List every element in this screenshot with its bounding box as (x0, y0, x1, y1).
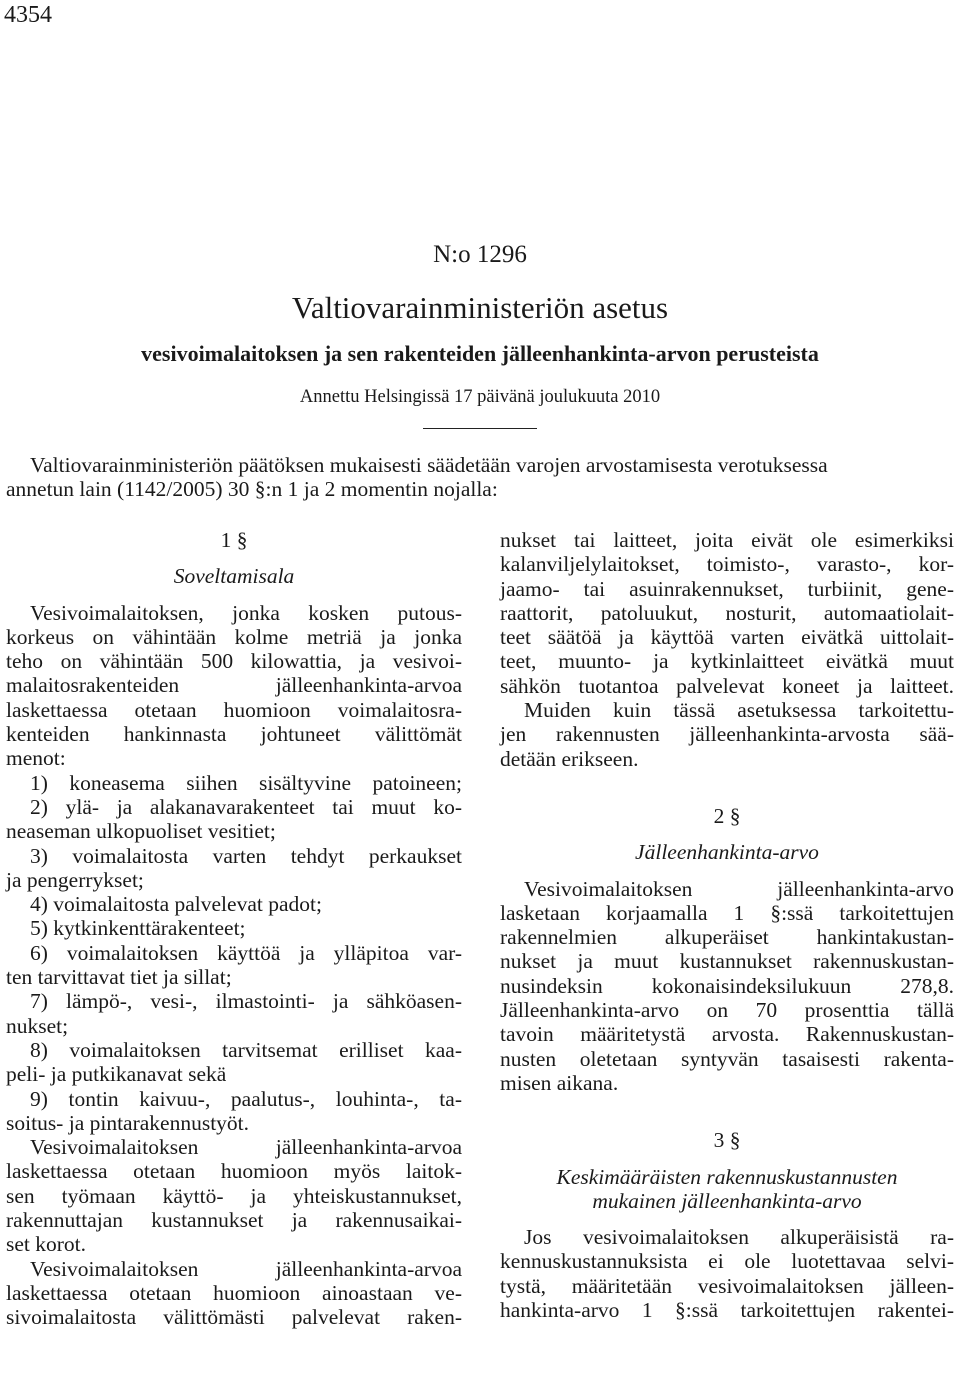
spacer (500, 1095, 954, 1107)
page-subtitle: vesivoimalaitoksen ja sen rakenteiden jälleenhankinta-arvon perusteista (141, 341, 819, 366)
text-line: 5) kytkinkenttärakenteet; (30, 916, 246, 941)
spacer (500, 1119, 954, 1128)
section-title: Keskimääräisten rakennuskustannusten (556, 1164, 898, 1189)
spacer (500, 771, 954, 783)
text-line: misen aikana. (500, 1070, 619, 1095)
text-line: 3) voimalaitosta varten tehdyt perkaukset (30, 843, 462, 868)
text-line: nukset ja muut kustannukset rakennuskustan- (500, 949, 954, 974)
text-line: nukset tai laitteet, joita eivät ole esimerkiksi (500, 528, 954, 552)
text-line: jen rakennusten jälleenhankinta-arvosta sää- (500, 722, 954, 747)
text-line: menot: (6, 746, 66, 771)
text-line: laskettaessa otetaan huomioon ainoastaan ve- (6, 1280, 462, 1305)
spacer (500, 1153, 954, 1165)
section-title: mukainen jälleenhankinta-arvo (592, 1188, 862, 1213)
text-line: 6) voimalaitoksen käyttöä ja ylläpitoa var- (30, 940, 462, 965)
text-line: teet, muunto- ja kytkinlaitteet eivätkä muut (500, 649, 954, 674)
text-line: korkeus on vähintään kolme metriä ja jonka (6, 624, 462, 649)
text-line: neaseman ulkopuoliset vesitiet; (6, 819, 276, 844)
text-line: soitus- ja pintarakennustyöt. (6, 1110, 250, 1135)
text-line: hankinta-arvo 1 §:ssä tarkoitettujen rakentei- (500, 1298, 954, 1323)
spacer (6, 589, 462, 601)
text-line: teet säätöä ja käyttöä varten eivätkä uittolait- (500, 625, 954, 650)
text-line: Jälleenhankinta-arvo on 70 prosenttia tällä (500, 998, 954, 1023)
text-line: laskettaessa otetaan huomioon voimalaitosra- (6, 697, 462, 722)
text-line: nusindeksin kokonaisindeksilukuun 278,8. (500, 973, 954, 998)
text-line: Jos vesivoimalaitoksen alkuperäisistä ra- (524, 1225, 954, 1250)
text-line: malaitosrakenteiden jälleenhankinta-arvoa (6, 673, 462, 698)
text-line: sen työmaan käyttö- ja yhteiskustannukset, (6, 1183, 462, 1208)
section-heading: 1 § (220, 528, 248, 552)
text-line: kalanviljelylaitokset, toimisto-, varasto-, kor- (500, 552, 954, 577)
section-title: Jälleenhankinta-arvo (635, 840, 819, 865)
text-line: lasketaan korjaamalla 1 §:ssä tarkoitettujen (500, 900, 954, 925)
text-line: Vesivoimalaitoksen jälleenhankinta-arvoa (30, 1135, 462, 1160)
text-line: rakennelmien alkuperäiset hankintakustan- (500, 925, 954, 950)
text-line: Vesivoimalaitoksen jälleenhankinta-arvo (524, 876, 954, 901)
spacer (500, 1107, 954, 1119)
title-divider (423, 428, 537, 429)
statute-number: N:o 1296 (433, 241, 527, 268)
text-line: 2) ylä- ja alakanavarakenteet tai muut ko- (30, 794, 462, 819)
text-line: jaamo- tai asuinrakennukset, turbiinit, gene- (500, 576, 954, 601)
text-line: teho on vähintään 500 kilowattia, ja vesivoi- (6, 649, 462, 674)
section-heading: 3 § (713, 1128, 741, 1153)
text-line: raattorit, patoluukut, nosturit, automaatiolait- (500, 600, 954, 625)
spacer (500, 783, 954, 795)
text-line: kennuskustannuksista ei ole luotettavaa selvi- (500, 1249, 954, 1274)
spacer (500, 828, 954, 840)
text-line: peli- ja putkikanavat sekä (6, 1062, 227, 1087)
text-line: nusten oletetaan syntyvän tasaisesti rakenta- (500, 1046, 954, 1071)
text-line: detään erikseen. (500, 746, 639, 771)
text-line: laskettaessa otetaan huomioon myös laitok- (6, 1159, 462, 1184)
text-line: ten tarvittavat tiet ja sillat; (6, 965, 232, 990)
text-line: kenteiden hankinnasta johtuneet välittömät (6, 722, 462, 747)
text-line: set korot. (6, 1232, 87, 1257)
text-line: 7) lämpö-, vesi-, ilmastointi- ja sähköasen- (30, 989, 462, 1014)
text-line: sivoimalaitosta välittömästi palvelevat raken- (6, 1305, 462, 1330)
spacer (500, 795, 954, 804)
text-line: Muiden kuin tässä asetuksessa tarkoitettu- (524, 698, 954, 723)
spacer (6, 552, 462, 564)
page-number: 4354 (4, 2, 52, 28)
text-line: tystä, määritetään vesivoimalaitoksen jälleen- (500, 1273, 954, 1298)
right-column (500, 528, 954, 1322)
left-column (6, 528, 462, 1330)
preamble-line: Valtiovarainministeriön päätöksen mukaisesti säädetään varojen arvostamisesta verotuksessa (30, 453, 828, 477)
text-line: 9) tontin kaivuu-, paalutus-, louhinta-, ta- (30, 1086, 462, 1111)
text-line: Vesivoimalaitoksen, jonka kosken putous- (30, 600, 462, 625)
text-line: 8) voimalaitoksen tarvitsemat erilliset kaa- (30, 1037, 462, 1062)
section-heading: 2 § (713, 803, 741, 828)
issued-line: Annettu Helsingissä 17 päivänä joulukuuta 2010 (299, 387, 661, 407)
spacer (500, 1213, 954, 1225)
text-line: Vesivoimalaitoksen jälleenhankinta-arvoa (30, 1256, 462, 1281)
text-line: sähkön tuotantoa palvelevat koneet ja laitteet. (500, 673, 954, 698)
text-line: ja pengerrykset; (6, 867, 144, 892)
preamble-line: annetun lain (1142/2005) 30 §:n 1 ja 2 momentin nojalla: (6, 477, 498, 502)
page-title: Valtiovarainministeriön asetus (291, 290, 669, 325)
text-line: nukset; (6, 1013, 69, 1038)
text-line: rakennuttajan kustannukset ja rakennusaikai- (6, 1208, 462, 1233)
preamble (6, 453, 956, 502)
section-title: Soveltamisala (173, 564, 295, 589)
text-line: tavoin määritetystä arvosta. Rakennuskustan- (500, 1022, 954, 1047)
spacer (500, 865, 954, 877)
text-line: 4) voimalaitosta palvelevat padot; (30, 892, 322, 917)
text-line: 1) koneasema siihen sisältyvine patoineen; (30, 770, 462, 795)
